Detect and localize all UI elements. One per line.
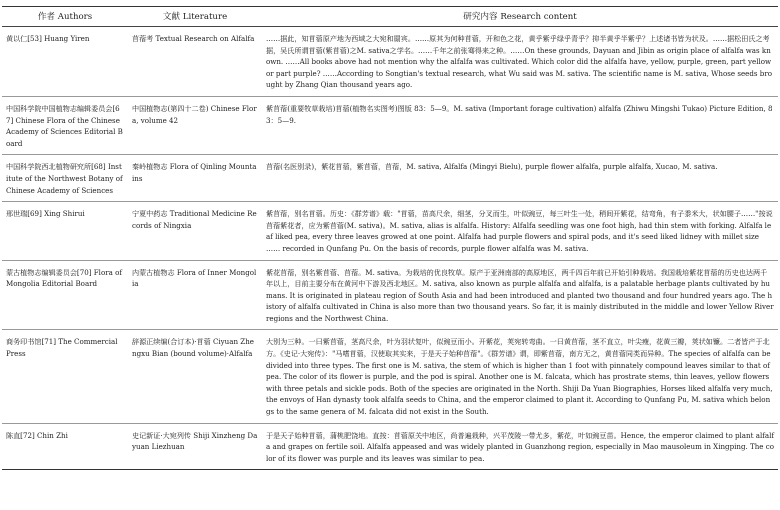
- literature-cell: 宁夏中药志 Traditional Medicine Records of Ningxia: [128, 202, 262, 260]
- content-cell: ……据此，知苜蓿原产地为西域之大宛和罽宾。……原其为何种苜蓿，开和色之花，黄乎紫乎绿乎青乎？抑半黄乎半紫乎？上述诸书皆为状及。……据松田氏之考据，吴氏所谓苜蓿(紫苜蓿)之M. sativa之学名。……千年之前张骞得来之种。……On these grounds, Dayuan and Jibin as origin place of alfalfa was known. ……All books above had not mention why the alfalfa was cultivated. Which color did the alfalfa have, yellow, purple, green, part yellow or part purple? ……According to Songtian's textual research, what Wu said was M. sativa. The scientific name is M. sativa, Whose seeds brought by Zhang Qian thousand years ago.: [262, 27, 778, 97]
- literature-cell: 苜蓿考 Textual Research on Alfalfa: [128, 27, 262, 97]
- table-row: [2, 96, 778, 154]
- author-cell: 商务印书馆[71] The Commercial Press: [2, 330, 128, 423]
- table-row: [2, 155, 778, 202]
- author-cell: 陈直[72] Chin Zhi: [2, 423, 128, 470]
- table-row: [2, 260, 778, 330]
- content-cell: 紫苜蓿(重要牧草栽培)苜蓿(植物名实图考)图版 83：5—9。M. sativa (Important forage cultivation) alfalfa (Zhiwu Mingshi Tukao) Picture Edition, 83：5—9.: [262, 96, 778, 154]
- literature-table: [2, 6, 778, 470]
- literature-cell: 秦岭植物志 Flora of Qinling Mountains: [128, 155, 262, 202]
- author-cell: 蒙古植物志编辑委员会[70] Flora of Mongolia Editorial Board: [2, 260, 128, 330]
- content-cell: 于是天子始种苜蓿，蒲桃肥饶地。直按：苜蓿原关中地区，尚普遍栽种，兴平茂陵一带尤多，紫花，叶如豌豆苗。Hence, the emperor claimed to plant alfalfa and grapes on fertile soil. Alfalfa appeased and was widely planted in Guanzhong region, especially in Mao mausoleum in Xingping. The color of its flower was purple and its leaves was similar to pea.: [262, 423, 778, 470]
- literature-cell: 史记新证·大宛列传 Shiji Xinzheng Dayuan Liezhuan: [128, 423, 262, 470]
- author-cell: 中国科学院中国植物志编辑委员会[67] Chinese Flora of the Chinese Academy of Sciences Editorial Board: [2, 96, 128, 154]
- header-row: [2, 7, 778, 27]
- literature-cell: 辞源正续编(合订本)·苜蓿 Ciyuan Zhengxu Bian (bound volume)·Alfalfa: [128, 330, 262, 423]
- content-cell: 紫苜蓿，别名苜蓿。历史：《群芳谱》载："苜蓿，苗高尺余，细茎，分叉而生，叶似豌豆，每三叶生一处，稍间开紫花，结弯角，有子黍米大，状如腰子……"按说苜蓿紫花者，应为紫苜蓿(M. sativa)。M. sativa, alias is alfalfa. History: Alfalfa seedling was one foot high, had thin stem with forking. Alfalfa leaf liked pea, every three leaves growed at one point. Alfalfa had purple flowers and spiral pods, and it's seed liked lidney with millet size …… recorded in Qunfang Pu. On the basis of records, purple flower alfalfa was M. sativa.: [262, 202, 778, 260]
- author-cell: 黄以仁[53] Huang Yiren: [2, 27, 128, 97]
- table-row: [2, 423, 778, 470]
- header-research-content: 研究内容 Research content: [262, 7, 778, 27]
- table-row: [2, 202, 778, 260]
- content-cell: 大别为三种。一曰紫苜蓿，茎高尺余，叶为羽状复叶，似豌豆而小。开紫花，荚宛转弯曲。一曰黄苜蓿，茎不直立，叶尖瘦，花黄三瓣，荚状如镰。二者皆产于北方。《史记·大宛传》："马嗜苜蓿，汉使取其实来，于是天子始种苜蓿"。《群芳谱》谓，即紫苜蓿，南方无之，黄苜蓿同类而异种。The species of alfalfa can be divided into three types. The first one is M. sativa, the stem of which is higher than 1 foot with pinnately compound leaves similar to that of pea. The color of its flower is purple, and the pod is spiral. Another one is M. falcata, which has prostrate stems, thin leaves, yellow flowers with three petals and sickle pods. Both of the species are originated in the North. Shiji Da Yuan Biographies, Horses liked alfalfa very much, the envoys of Han dynasty took alfalfa seeds to China, and the emperor claimed to plant it. According to Qunfang Pu, M. sativa which belongs to the same genera of M. falcata did not exist in the South.: [262, 330, 778, 423]
- content-cell: 苜蓿(名医别录)，紫花苜蓿，紫苜蓿，苜蓿，M. sativa, Alfalfa (Mingyi Bielu), purple flower alfalfa, purple alfalfa, Xucao, M. sativa.: [262, 155, 778, 202]
- author-cell: 邢世瑞[69] Xing Shirui: [2, 202, 128, 260]
- header-literature: 文献 Literature: [128, 7, 262, 27]
- header-authors: 作者 Authors: [2, 7, 128, 27]
- literature-cell: 内蒙古植物志 Flora of Inner Mongolia: [128, 260, 262, 330]
- author-cell: 中国科学院西北植物研究所[68] Institute of the Northwest Botany of Chinese Academy of Sciences: [2, 155, 128, 202]
- table-row: [2, 27, 778, 97]
- content-cell: 紫花苜蓿，别名紫苜蓿、苜蓿。M. sativa。为栽培的优良牧草。原产于亚洲南部的高原地区，两千四百年前已开始引种栽培。我国栽培紫花苜蓿的历史也达两千年以上，目前主要分布在黄河中下游及西北地区。M. sativa, also known as purple alfalfa and alfalfa, is a palatable herbage plants cultivated by humans. It is originated in plateau region of South Asia and had been introduced and planted two thousand and four hundred years ago. The history of alfalfa cultivated in China is also more than two thousand years. So far, it is mainly distributed in the middle and lower Yellow River regions and the Northwest China.: [262, 260, 778, 330]
- literature-cell: 中国植物志(第四十二卷) Chinese Flora, volume 42: [128, 96, 262, 154]
- table-row: [2, 330, 778, 423]
